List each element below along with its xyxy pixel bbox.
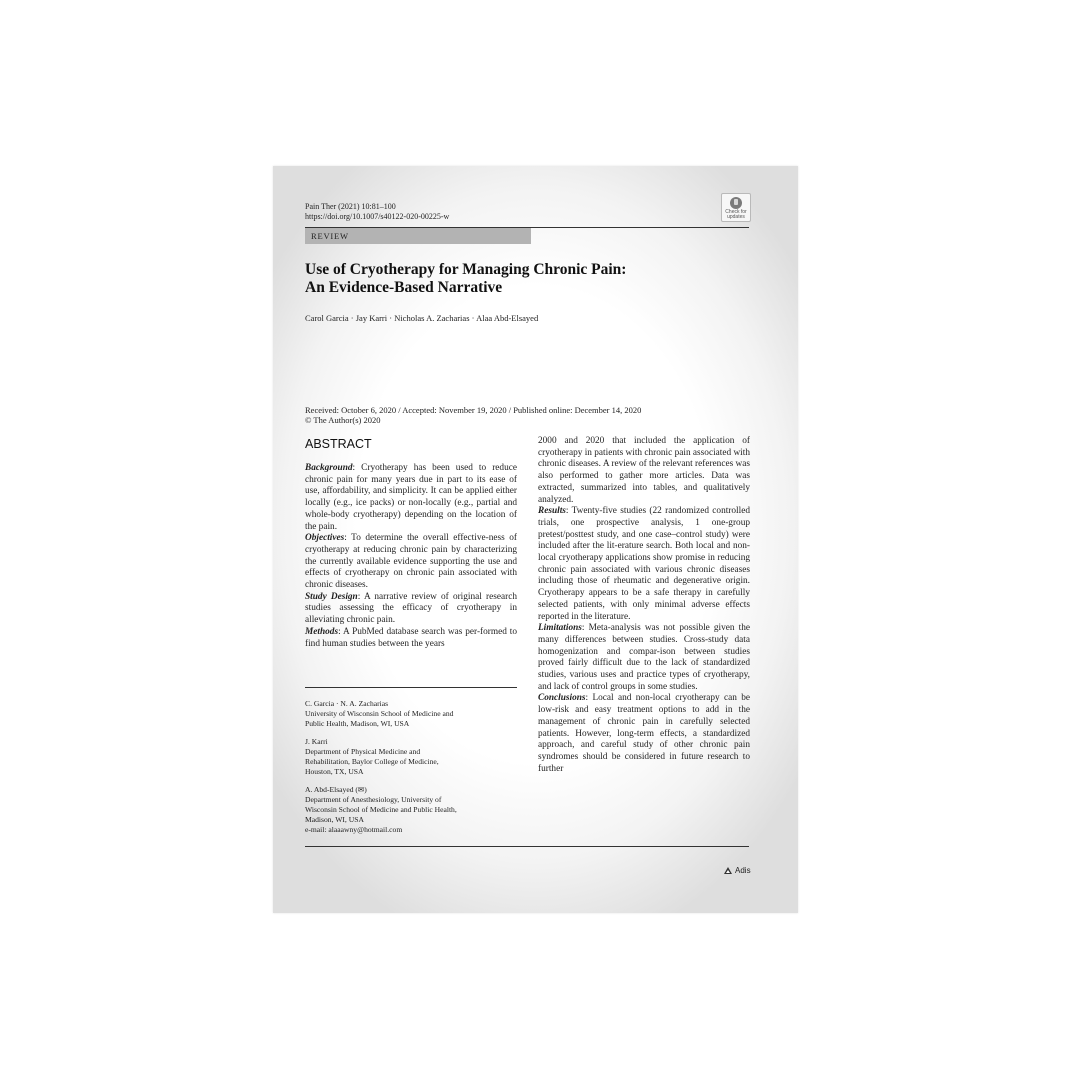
- title-line-1: Use of Cryotherapy for Managing Chronic Pain:: [305, 261, 627, 278]
- affiliation-line: Department of Anesthesiology, University of: [305, 795, 442, 804]
- paper-page: [273, 166, 798, 913]
- results-text: : Twenty-five studies (22 randomized controlled trials, one prospective analysis, 1 one-group pretest/posttest study, and one case–control study) were included after the lit-erature search. Both local and non-local cryotherapy applications show promise in reducing chronic pain associated with various chronic diseases including those of rheumatic and degenerative origin. Cryotherapy appears to be a safe therapy in carefully selected patients, with only minimal adverse effects reported in the literature.: [538, 506, 750, 622]
- affiliations-rule: [305, 687, 517, 688]
- methods-text: : A PubMed database search was per-formed to find human studies between the years: [305, 626, 517, 649]
- affiliation-line: Madison, WI, USA: [305, 815, 364, 824]
- background-label: Background: [305, 463, 353, 473]
- conclusions-text: : Local and non-local cryotherapy can be low-risk and easy treatment options to add in the management of chronic pain in carefully selected patients. However, long-term effects, a standardized approach, and careful study of other chronic pain syndromes should be considered in future research to further: [538, 693, 750, 774]
- affiliation-group: [305, 785, 517, 835]
- affiliations: [305, 699, 517, 843]
- abstract-methods: [305, 627, 517, 650]
- dates-line: Received: October 6, 2020 / Accepted: November 19, 2020 / Published online: December 14, 2020: [305, 405, 642, 415]
- footer-rule: [305, 846, 749, 847]
- publication-dates: [305, 405, 641, 425]
- affiliation-group: [305, 737, 517, 777]
- abstract-study-design: [305, 592, 517, 627]
- email-link[interactable]: e-mail: alaaawny@hotmail.com: [305, 825, 403, 834]
- affiliation-line: Houston, TX, USA: [305, 767, 364, 776]
- article-title: [305, 261, 745, 297]
- results-label: Results: [538, 506, 566, 517]
- affiliation-names: C. Garcia · N. A. Zacharias: [305, 699, 389, 708]
- limitations-label: Limitations: [538, 623, 582, 634]
- affiliation-names: A. Abd-Elsayed (✉): [305, 785, 367, 794]
- methods-label: Methods: [305, 626, 339, 637]
- crossmark-label-1: Check for: [725, 209, 747, 215]
- journal-citation: Pain Ther (2021) 10:81–100: [305, 202, 396, 211]
- limitations-text: : Meta-analysis was not possible given the many differences between studies. Cross-study data homogenization and compar-ison between studies proved fairly difficult due to the lack of standardized studies, various uses and practice types of cryotherapy, and lack of control groups in some studies.: [538, 623, 750, 692]
- section-label-bar: [305, 228, 531, 244]
- affiliation-group: [305, 699, 517, 729]
- publisher-name: Adis: [735, 866, 751, 875]
- affiliation-line: Rehabilitation, Baylor College of Medicine,: [305, 757, 439, 766]
- crossmark-icon: [730, 197, 742, 209]
- abstract-objectives: [305, 533, 517, 592]
- crossmark-label-2: updates: [727, 214, 745, 220]
- abstract-column-right: [538, 436, 750, 775]
- study-design-text: : A narrative review of original research studies assessing the efficacy of cryotherapy in alleviating chronic pain.: [305, 591, 517, 626]
- study-design-label: Study Design: [305, 591, 358, 602]
- abstract-results: [538, 506, 750, 623]
- abstract-conclusions: [538, 693, 750, 775]
- abstract-limitations: [538, 623, 750, 693]
- check-for-updates-badge[interactable]: [721, 193, 751, 222]
- title-line-2: An Evidence-Based Narrative: [305, 279, 503, 296]
- objectives-text: : To determine the overall effective-ness of cryotherapy at reducing chronic pain by characterizing the currently available evidence supporting the use and effects of cryotherapy on chronic pain associated with chronic diseases.: [305, 533, 517, 591]
- conclusions-label: Conclusions: [538, 693, 586, 704]
- abstract-background: [305, 463, 517, 533]
- affiliation-line: Wisconsin School of Medicine and Public Health,: [305, 805, 457, 814]
- abstract-column-left: [305, 463, 517, 650]
- affiliation-line: Department of Physical Medicine and: [305, 747, 421, 756]
- objectives-label: Objectives: [305, 533, 345, 544]
- abstract-methods-continued: 2000 and 2020 that included the application of cryotherapy in patients with chronic pain associated with chronic diseases. A review of the relevant references was also performed to gather more articles. Data was extracted, summarized into tables, and qualitatively analyzed.: [538, 436, 750, 505]
- doi-link[interactable]: https://doi.org/10.1007/s40122-020-00225-w: [305, 211, 450, 221]
- copyright-line: © The Author(s) 2020: [305, 415, 381, 425]
- section-label: REVIEW: [311, 231, 349, 241]
- journal-header: [305, 202, 449, 221]
- publisher-logo: [724, 866, 751, 875]
- background-text: : Cryotherapy has been used to reduce chronic pain for many years due in part to its ease of use, affordability, and simplicity. It can be applied either locally (e.g., ice packs) or non-locally (e.g., partial and whole-body cryotherapy) depending on the location of the pain.: [305, 463, 517, 532]
- affiliation-line: University of Wisconsin School of Medicine and: [305, 709, 454, 718]
- abstract-heading: ABSTRACT: [305, 437, 372, 451]
- author-list: Carol Garcia · Jay Karri · Nicholas A. Zacharias · Alaa Abd-Elsayed: [305, 313, 539, 323]
- adis-triangle-icon: [724, 867, 732, 874]
- affiliation-line: Public Health, Madison, WI, USA: [305, 719, 410, 728]
- affiliation-names: J. Karri: [305, 737, 328, 746]
